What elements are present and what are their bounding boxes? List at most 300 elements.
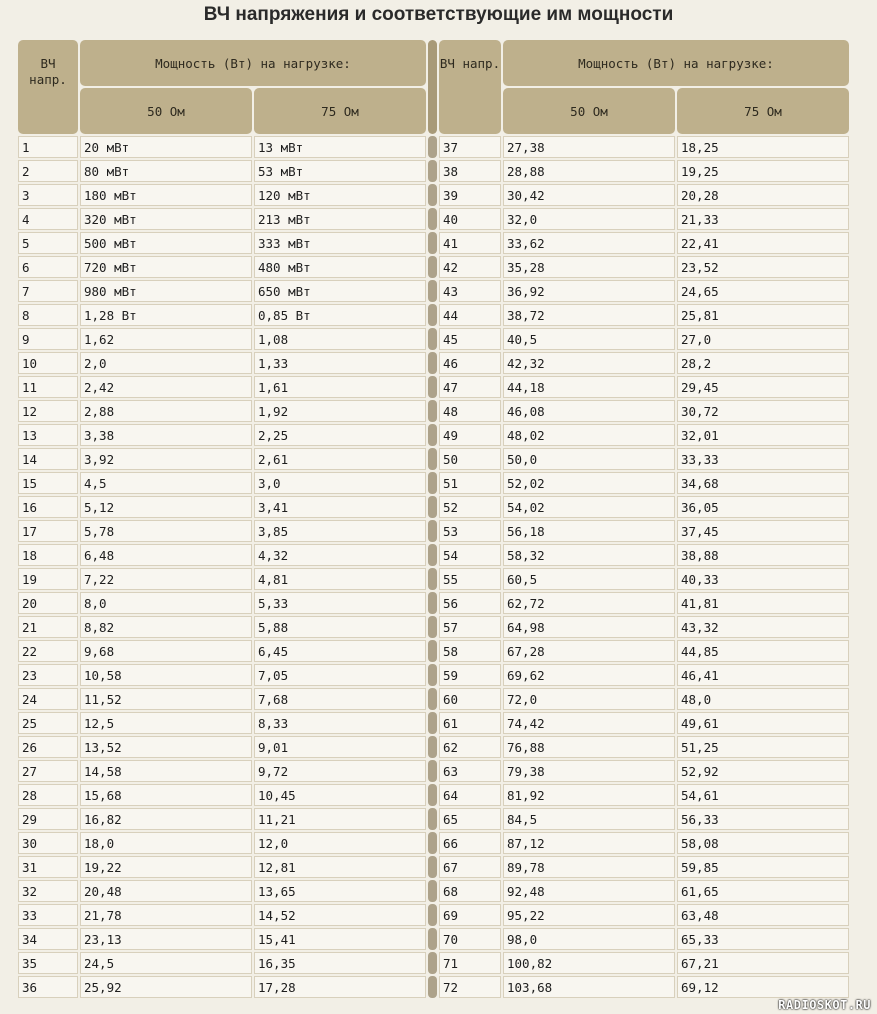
voltage-cell: 10 <box>18 352 78 374</box>
power-50-cell: 500 мВт <box>80 232 252 254</box>
power-50-cell: 1,28 Вт <box>80 304 252 326</box>
column-separator <box>428 376 437 398</box>
power-75-cell: 5,33 <box>254 592 426 614</box>
power-75-cell: 33,33 <box>677 448 849 470</box>
power-50-cell: 36,92 <box>503 280 675 302</box>
power-50-cell: 180 мВт <box>80 184 252 206</box>
power-75-cell: 9,72 <box>254 760 426 782</box>
table-row <box>18 712 849 734</box>
column-separator <box>428 352 437 374</box>
voltage-cell: 46 <box>439 352 501 374</box>
power-50-cell: 33,62 <box>503 232 675 254</box>
power-75-cell: 19,25 <box>677 160 849 182</box>
power-75-cell: 17,28 <box>254 976 426 998</box>
power-50-cell: 28,88 <box>503 160 675 182</box>
voltage-cell: 69 <box>439 904 501 926</box>
power-75-cell: 59,85 <box>677 856 849 878</box>
voltage-cell: 4 <box>18 208 78 230</box>
table-row <box>18 544 849 566</box>
power-50-cell: 6,48 <box>80 544 252 566</box>
column-separator <box>428 208 437 230</box>
power-75-cell: 2,61 <box>254 448 426 470</box>
voltage-cell: 1 <box>18 136 78 158</box>
power-75-cell: 67,21 <box>677 952 849 974</box>
power-75-cell: 58,08 <box>677 832 849 854</box>
voltage-cell: 45 <box>439 328 501 350</box>
power-50-cell: 52,02 <box>503 472 675 494</box>
voltage-cell: 32 <box>18 880 78 902</box>
power-50-cell: 42,32 <box>503 352 675 374</box>
power-50-cell: 100,82 <box>503 952 675 974</box>
power-75-cell: 16,35 <box>254 952 426 974</box>
power-50-cell: 21,78 <box>80 904 252 926</box>
voltage-cell: 17 <box>18 520 78 542</box>
power-50-cell: 14,58 <box>80 760 252 782</box>
power-75-cell: 3,41 <box>254 496 426 518</box>
power-50-cell: 81,92 <box>503 784 675 806</box>
voltage-cell: 19 <box>18 568 78 590</box>
table-row <box>18 352 849 374</box>
voltage-cell: 49 <box>439 424 501 446</box>
column-separator <box>428 256 437 278</box>
power-75-cell: 6,45 <box>254 640 426 662</box>
power-50-cell: 87,12 <box>503 832 675 854</box>
voltage-cell: 68 <box>439 880 501 902</box>
power-50-cell: 16,82 <box>80 808 252 830</box>
table-row <box>18 136 849 158</box>
voltage-cell: 65 <box>439 808 501 830</box>
column-separator <box>428 760 437 782</box>
voltage-cell: 34 <box>18 928 78 950</box>
voltage-cell: 21 <box>18 616 78 638</box>
table-row <box>18 904 849 926</box>
power-50-cell: 92,48 <box>503 880 675 902</box>
power-50-cell: 89,78 <box>503 856 675 878</box>
column-separator <box>428 544 437 566</box>
power-50-cell: 20,48 <box>80 880 252 902</box>
power-50-cell: 19,22 <box>80 856 252 878</box>
power-75-cell: 10,45 <box>254 784 426 806</box>
power-50-cell: 44,18 <box>503 376 675 398</box>
voltage-cell: 23 <box>18 664 78 686</box>
power-50-cell: 3,92 <box>80 448 252 470</box>
column-separator <box>428 280 437 302</box>
power-75-cell: 333 мВт <box>254 232 426 254</box>
power-50-cell: 76,88 <box>503 736 675 758</box>
power-75-cell: 12,0 <box>254 832 426 854</box>
voltage-cell: 41 <box>439 232 501 254</box>
power-75-cell: 1,61 <box>254 376 426 398</box>
power-50-cell: 56,18 <box>503 520 675 542</box>
power-75-cell: 120 мВт <box>254 184 426 206</box>
table-row <box>18 184 849 206</box>
voltage-cell: 11 <box>18 376 78 398</box>
voltage-cell: 37 <box>439 136 501 158</box>
voltage-cell: 14 <box>18 448 78 470</box>
power-75-cell: 8,33 <box>254 712 426 734</box>
table-row <box>18 976 849 998</box>
table-row <box>18 400 849 422</box>
column-separator <box>428 976 437 998</box>
voltage-header-left: ВЧ напр. <box>18 40 78 134</box>
column-separator <box>428 880 437 902</box>
column-separator <box>428 136 437 158</box>
power-50-cell: 54,02 <box>503 496 675 518</box>
table-row <box>18 856 849 878</box>
power-50-cell: 2,88 <box>80 400 252 422</box>
table-row <box>18 472 849 494</box>
column-separator <box>428 856 437 878</box>
column-separator <box>428 448 437 470</box>
power-75-cell: 4,81 <box>254 568 426 590</box>
power-75-cell: 25,81 <box>677 304 849 326</box>
power-50-cell: 20 мВт <box>80 136 252 158</box>
table-row <box>18 232 849 254</box>
voltage-header-right: ВЧ напр. <box>439 40 501 134</box>
power-50-cell: 103,68 <box>503 976 675 998</box>
power-75-cell: 13 мВт <box>254 136 426 158</box>
ohm75-header-right: 75 Ом <box>677 88 849 134</box>
table-row <box>18 592 849 614</box>
table-row <box>18 688 849 710</box>
voltage-cell: 72 <box>439 976 501 998</box>
voltage-cell: 12 <box>18 400 78 422</box>
column-separator <box>428 616 437 638</box>
power-50-cell: 50,0 <box>503 448 675 470</box>
power-50-cell: 7,22 <box>80 568 252 590</box>
power-75-cell: 54,61 <box>677 784 849 806</box>
power-50-cell: 98,0 <box>503 928 675 950</box>
power-75-cell: 65,33 <box>677 928 849 950</box>
column-separator <box>428 472 437 494</box>
power-75-cell: 24,65 <box>677 280 849 302</box>
power-50-cell: 15,68 <box>80 784 252 806</box>
voltage-cell: 8 <box>18 304 78 326</box>
voltage-cell: 42 <box>439 256 501 278</box>
power-table <box>16 38 851 1000</box>
ohm75-header-left: 75 Ом <box>254 88 426 134</box>
power-50-cell: 40,5 <box>503 328 675 350</box>
power-75-cell: 63,48 <box>677 904 849 926</box>
voltage-cell: 24 <box>18 688 78 710</box>
power-75-cell: 21,33 <box>677 208 849 230</box>
power-50-cell: 46,08 <box>503 400 675 422</box>
power-75-cell: 46,41 <box>677 664 849 686</box>
power-75-cell: 34,68 <box>677 472 849 494</box>
power-50-cell: 5,12 <box>80 496 252 518</box>
power-50-cell: 18,0 <box>80 832 252 854</box>
column-separator <box>428 568 437 590</box>
power-50-cell: 8,0 <box>80 592 252 614</box>
voltage-cell: 26 <box>18 736 78 758</box>
table-row <box>18 520 849 542</box>
table-row <box>18 736 849 758</box>
column-separator <box>428 832 437 854</box>
power-75-cell: 52,92 <box>677 760 849 782</box>
power-75-cell: 1,33 <box>254 352 426 374</box>
voltage-cell: 16 <box>18 496 78 518</box>
voltage-cell: 22 <box>18 640 78 662</box>
power-75-cell: 9,01 <box>254 736 426 758</box>
power-50-cell: 80 мВт <box>80 160 252 182</box>
table-row <box>18 928 849 950</box>
power-75-cell: 0,85 Вт <box>254 304 426 326</box>
power-50-cell: 720 мВт <box>80 256 252 278</box>
power-header-right: Мощность (Вт) на нагрузке: <box>503 40 849 86</box>
power-50-cell: 10,58 <box>80 664 252 686</box>
voltage-cell: 48 <box>439 400 501 422</box>
column-separator <box>428 496 437 518</box>
voltage-cell: 57 <box>439 616 501 638</box>
voltage-cell: 25 <box>18 712 78 734</box>
column-separator <box>428 232 437 254</box>
power-50-cell: 30,42 <box>503 184 675 206</box>
power-50-cell: 2,42 <box>80 376 252 398</box>
table-row <box>18 784 849 806</box>
voltage-cell: 30 <box>18 832 78 854</box>
ohm50-header-left: 50 Ом <box>80 88 252 134</box>
power-50-cell: 35,28 <box>503 256 675 278</box>
table-row <box>18 448 849 470</box>
table-row <box>18 208 849 230</box>
power-50-cell: 3,38 <box>80 424 252 446</box>
voltage-cell: 70 <box>439 928 501 950</box>
voltage-cell: 18 <box>18 544 78 566</box>
table-row <box>18 808 849 830</box>
voltage-cell: 5 <box>18 232 78 254</box>
voltage-cell: 40 <box>439 208 501 230</box>
power-75-cell: 56,33 <box>677 808 849 830</box>
column-separator <box>428 952 437 974</box>
voltage-cell: 9 <box>18 328 78 350</box>
table-row <box>18 760 849 782</box>
power-50-cell: 27,38 <box>503 136 675 158</box>
voltage-cell: 55 <box>439 568 501 590</box>
voltage-cell: 66 <box>439 832 501 854</box>
voltage-cell: 62 <box>439 736 501 758</box>
power-50-cell: 60,5 <box>503 568 675 590</box>
power-75-cell: 53 мВт <box>254 160 426 182</box>
voltage-cell: 67 <box>439 856 501 878</box>
voltage-cell: 2 <box>18 160 78 182</box>
column-separator <box>428 736 437 758</box>
voltage-cell: 31 <box>18 856 78 878</box>
voltage-cell: 51 <box>439 472 501 494</box>
power-50-cell: 64,98 <box>503 616 675 638</box>
power-50-cell: 24,5 <box>80 952 252 974</box>
voltage-cell: 59 <box>439 664 501 686</box>
voltage-cell: 56 <box>439 592 501 614</box>
column-separator <box>428 784 437 806</box>
power-50-cell: 74,42 <box>503 712 675 734</box>
power-50-cell: 5,78 <box>80 520 252 542</box>
power-75-cell: 29,45 <box>677 376 849 398</box>
column-separator <box>428 904 437 926</box>
power-50-cell: 1,62 <box>80 328 252 350</box>
voltage-cell: 33 <box>18 904 78 926</box>
power-75-cell: 41,81 <box>677 592 849 614</box>
power-75-cell: 22,41 <box>677 232 849 254</box>
voltage-cell: 43 <box>439 280 501 302</box>
power-75-cell: 14,52 <box>254 904 426 926</box>
table-row <box>18 328 849 350</box>
column-separator <box>428 304 437 326</box>
table-row <box>18 280 849 302</box>
column-separator <box>428 592 437 614</box>
table-row <box>18 496 849 518</box>
power-50-cell: 79,38 <box>503 760 675 782</box>
power-75-cell: 650 мВт <box>254 280 426 302</box>
power-50-cell: 11,52 <box>80 688 252 710</box>
column-separator <box>428 400 437 422</box>
voltage-cell: 44 <box>439 304 501 326</box>
power-75-cell: 213 мВт <box>254 208 426 230</box>
voltage-cell: 53 <box>439 520 501 542</box>
power-50-cell: 84,5 <box>503 808 675 830</box>
power-50-cell: 4,5 <box>80 472 252 494</box>
table-row <box>18 616 849 638</box>
power-50-cell: 32,0 <box>503 208 675 230</box>
table-row <box>18 160 849 182</box>
power-75-cell: 69,12 <box>677 976 849 998</box>
column-separator <box>428 688 437 710</box>
column-separator <box>428 664 437 686</box>
power-50-cell: 23,13 <box>80 928 252 950</box>
power-75-cell: 5,88 <box>254 616 426 638</box>
table-row <box>18 304 849 326</box>
voltage-cell: 64 <box>439 784 501 806</box>
power-75-cell: 27,0 <box>677 328 849 350</box>
table-row <box>18 832 849 854</box>
power-75-cell: 43,32 <box>677 616 849 638</box>
power-75-cell: 38,88 <box>677 544 849 566</box>
table-row <box>18 424 849 446</box>
table-row <box>18 568 849 590</box>
voltage-cell: 13 <box>18 424 78 446</box>
power-50-cell: 9,68 <box>80 640 252 662</box>
voltage-cell: 63 <box>439 760 501 782</box>
power-75-cell: 7,68 <box>254 688 426 710</box>
voltage-cell: 15 <box>18 472 78 494</box>
power-75-cell: 44,85 <box>677 640 849 662</box>
power-75-cell: 12,81 <box>254 856 426 878</box>
power-75-cell: 37,45 <box>677 520 849 542</box>
power-75-cell: 4,32 <box>254 544 426 566</box>
voltage-cell: 58 <box>439 640 501 662</box>
power-50-cell: 13,52 <box>80 736 252 758</box>
table-row <box>18 952 849 974</box>
power-50-cell: 58,32 <box>503 544 675 566</box>
column-separator <box>428 328 437 350</box>
power-75-cell: 28,2 <box>677 352 849 374</box>
column-separator <box>428 520 437 542</box>
table-row <box>18 880 849 902</box>
power-50-cell: 980 мВт <box>80 280 252 302</box>
power-50-cell: 25,92 <box>80 976 252 998</box>
power-75-cell: 23,52 <box>677 256 849 278</box>
column-separator <box>428 40 437 134</box>
voltage-cell: 27 <box>18 760 78 782</box>
power-header-left: Мощность (Вт) на нагрузке: <box>80 40 426 86</box>
table-row <box>18 640 849 662</box>
voltage-cell: 39 <box>439 184 501 206</box>
power-50-cell: 95,22 <box>503 904 675 926</box>
voltage-cell: 36 <box>18 976 78 998</box>
power-50-cell: 69,62 <box>503 664 675 686</box>
column-separator <box>428 928 437 950</box>
voltage-cell: 60 <box>439 688 501 710</box>
voltage-cell: 71 <box>439 952 501 974</box>
power-75-cell: 40,33 <box>677 568 849 590</box>
table-row <box>18 664 849 686</box>
table-row <box>18 256 849 278</box>
voltage-cell: 20 <box>18 592 78 614</box>
power-50-cell: 67,28 <box>503 640 675 662</box>
power-50-cell: 2,0 <box>80 352 252 374</box>
power-75-cell: 18,25 <box>677 136 849 158</box>
power-75-cell: 1,92 <box>254 400 426 422</box>
table-row <box>18 376 849 398</box>
column-separator <box>428 184 437 206</box>
watermark: RADIOSKOT.RU <box>778 998 871 1012</box>
column-separator <box>428 160 437 182</box>
column-separator <box>428 808 437 830</box>
power-75-cell: 48,0 <box>677 688 849 710</box>
voltage-cell: 47 <box>439 376 501 398</box>
power-75-cell: 7,05 <box>254 664 426 686</box>
voltage-cell: 61 <box>439 712 501 734</box>
power-50-cell: 38,72 <box>503 304 675 326</box>
column-separator <box>428 712 437 734</box>
power-75-cell: 2,25 <box>254 424 426 446</box>
power-50-cell: 8,82 <box>80 616 252 638</box>
power-75-cell: 32,01 <box>677 424 849 446</box>
voltage-cell: 28 <box>18 784 78 806</box>
power-75-cell: 20,28 <box>677 184 849 206</box>
power-75-cell: 13,65 <box>254 880 426 902</box>
column-separator <box>428 424 437 446</box>
ohm50-header-right: 50 Ом <box>503 88 675 134</box>
power-75-cell: 51,25 <box>677 736 849 758</box>
voltage-cell: 3 <box>18 184 78 206</box>
power-75-cell: 11,21 <box>254 808 426 830</box>
voltage-cell: 38 <box>439 160 501 182</box>
power-75-cell: 15,41 <box>254 928 426 950</box>
power-75-cell: 30,72 <box>677 400 849 422</box>
power-50-cell: 62,72 <box>503 592 675 614</box>
power-50-cell: 320 мВт <box>80 208 252 230</box>
power-75-cell: 36,05 <box>677 496 849 518</box>
voltage-cell: 35 <box>18 952 78 974</box>
table-body <box>18 136 849 998</box>
power-50-cell: 72,0 <box>503 688 675 710</box>
power-75-cell: 49,61 <box>677 712 849 734</box>
power-75-cell: 3,85 <box>254 520 426 542</box>
voltage-cell: 50 <box>439 448 501 470</box>
power-75-cell: 3,0 <box>254 472 426 494</box>
voltage-cell: 29 <box>18 808 78 830</box>
voltage-cell: 7 <box>18 280 78 302</box>
voltage-cell: 52 <box>439 496 501 518</box>
voltage-cell: 54 <box>439 544 501 566</box>
power-75-cell: 1,08 <box>254 328 426 350</box>
page-title: ВЧ напряжения и соответствующие им мощности <box>203 4 674 25</box>
power-50-cell: 48,02 <box>503 424 675 446</box>
power-75-cell: 61,65 <box>677 880 849 902</box>
column-separator <box>428 640 437 662</box>
voltage-cell: 6 <box>18 256 78 278</box>
power-50-cell: 12,5 <box>80 712 252 734</box>
